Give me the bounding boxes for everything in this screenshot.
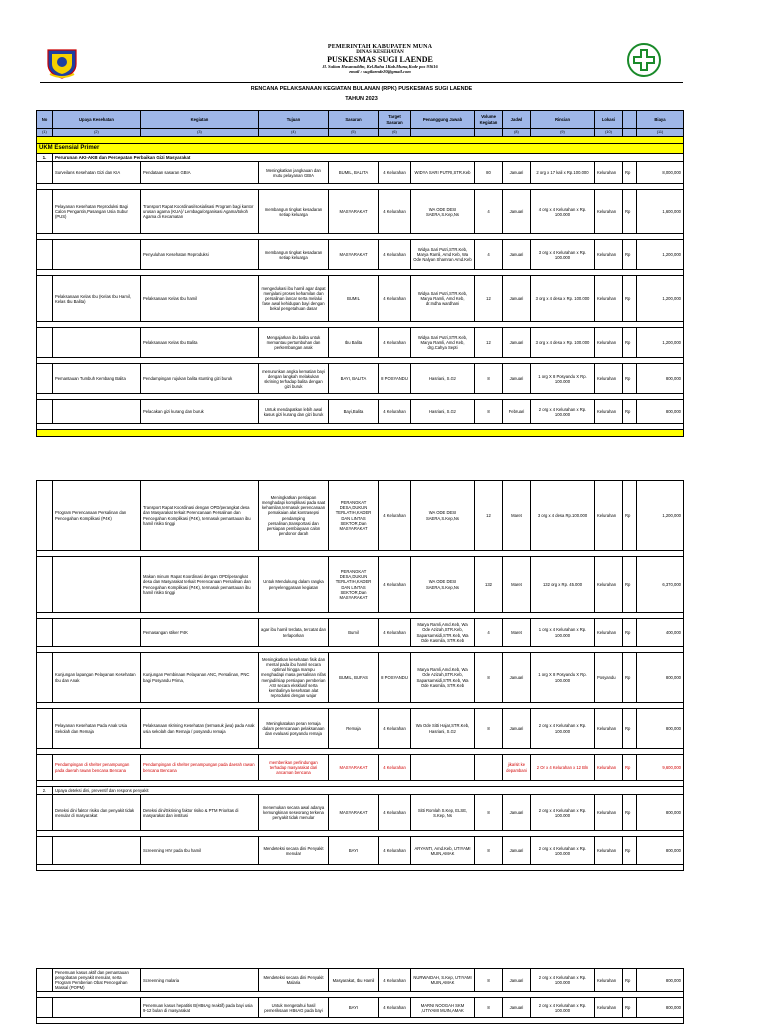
sasaran-cell: MASYARAKAT (329, 190, 379, 234)
lokasi-cell: Kelurahan (595, 481, 623, 551)
volume-cell: 132 (475, 557, 503, 613)
rincian-cell: 3 org x 4 desa x Rp. 100.000 (531, 328, 595, 358)
rincian-cell: 2 org x 4 Kelurahan x Rp. 100.000 (531, 837, 595, 865)
tujuan-cell: Mendeteksi secara dini Penyakit Malaria (259, 969, 329, 992)
currency-cell: Rp (623, 557, 637, 613)
row-number-cell (37, 276, 53, 322)
lokasi-cell: Kelurahan (595, 837, 623, 865)
column-number (475, 129, 503, 137)
jadwal-cell: Januari (503, 276, 531, 322)
column-header: Volume Kegiatan (475, 111, 503, 129)
kegiatan-cell: Screenning HIV pada Ibu hamil (141, 837, 259, 865)
kegiatan-cell: Pendampingan rujukan balita stunting gizi buruk (141, 364, 259, 394)
tujuan-cell: menemukan secara awal adanya kemungkinan seseorang terkena penyakit tidak menular (259, 795, 329, 831)
lokasi-cell: Kelurahan (595, 619, 623, 647)
jadwal-cell: Januari (503, 240, 531, 270)
kegiatan-cell: Penyuluhan Kesehatan Reproduksi (141, 240, 259, 270)
column-number: (4) (259, 129, 329, 137)
kegiatan-cell: Screenning malaria (141, 969, 259, 992)
column-header: Lokasi (595, 111, 623, 129)
jadwal-cell: Maret (503, 481, 531, 551)
column-header: Upaya Kesehatan (53, 111, 141, 129)
volume-cell: 8 (475, 969, 503, 992)
upaya-kesehatan-cell: Deteksi dini faktor risiko dan penyakit tidak menular di masyarakat (53, 795, 141, 831)
target-cell: 4 Kelurahan (379, 162, 411, 184)
kegiatan-cell: Transport Rapat Koordinasi/sosialisasi Program bagi kantor urusan agama (KUA)/ Lembaga/organisasi Agama/tokoh Agama di Kecamatan (141, 190, 259, 234)
upaya-kesehatan-cell: Pelayanan Kesehatan Pada Anak Usia Sekolah dan Remaja (53, 709, 141, 749)
sasaran-cell: BAYI, BALITA (329, 364, 379, 394)
penanggung-jawab-cell: Widya Sari Putri,STR.Keb, Marya Ramli, Amd Keb, dr.Indha wardhani (411, 276, 475, 322)
volume-cell (475, 755, 503, 781)
table-row-spacer (37, 136, 684, 143)
rincian-cell: 1 org X 8 Posyandu X Rp. 100.000 (531, 364, 595, 394)
row-number-cell (37, 709, 53, 749)
rincian-cell: 2 org x 4 Kelurahan x Rp. 100.000 (531, 998, 595, 1018)
currency-cell: Rp (623, 190, 637, 234)
biaya-cell: 6,370,000 (637, 557, 684, 613)
row-number-cell (37, 240, 53, 270)
letterhead-puskesmas: PUSKESMAS SUGI LAENDE (327, 55, 433, 64)
jadwal-cell: Januari (503, 162, 531, 184)
upaya-kesehatan-cell (53, 400, 141, 424)
currency-cell: Rp (623, 998, 637, 1018)
kegiatan-cell: Pendampingan di shelter penampungan pada daerah rawan bencana Bencana (141, 755, 259, 781)
column-header: Rincian (531, 111, 595, 129)
lokasi-cell: Kelurahan (595, 755, 623, 781)
table-header-row (37, 111, 684, 129)
subsection-title: Upaya deteksi dini, preventif dan respons penyakit (53, 787, 684, 795)
upaya-kesehatan-cell: Pelaksanaan Kelas Ibu (Kelas Ibu Hamil, Kelas Ibu Balita) (53, 276, 141, 322)
volume-cell: 8 (475, 709, 503, 749)
jadwal-cell: Januari (503, 969, 531, 992)
kegiatan-cell: Pemasangan stiker P4K (141, 619, 259, 647)
lokasi-cell: Kelurahan (595, 400, 623, 424)
column-number: (5) (329, 129, 379, 137)
lokasi-cell: Kelurahan (595, 969, 623, 992)
lokasi-cell: Kelurahan (595, 240, 623, 270)
biaya-cell: 800,000 (637, 998, 684, 1018)
column-header: Sasaran (329, 111, 379, 129)
currency-cell: Rp (623, 969, 637, 992)
biaya-cell: 1,200,000 (637, 240, 684, 270)
penanggung-jawab-cell: Sitti Romlah S.Kep, ELSE, S.Kep, Ns (411, 795, 475, 831)
row-number-cell (37, 364, 53, 394)
table-row (37, 998, 684, 1018)
tujuan-cell: Untuk mendapatkan lebih awal kasus gizi kurang dan gizi buruk (259, 400, 329, 424)
jadwal-cell: jika/sit ke depambani (503, 755, 531, 781)
column-header: No (37, 111, 53, 129)
tujuan-cell: Meningkatkan persiapan menghadapi komplikasi pada saat kehamilan,termasuk perencanaan pemakaian alat kontrasepsi pendamping persalinan,transportasi dan persiapan pembiayaan calon pendonor darah (259, 481, 329, 551)
target-cell: 4 Kelurahan (379, 276, 411, 322)
tujuan-cell: Mendeteksi secara dini Penyakit menular (259, 837, 329, 865)
upaya-kesehatan-cell: Pemantauan Tumbuh Kembang Balita (53, 364, 141, 394)
lokasi-cell: Kelurahan (595, 709, 623, 749)
sasaran-cell: Ibu Balita (329, 328, 379, 358)
biaya-cell: 1,200,000 (637, 328, 684, 358)
column-number (623, 129, 637, 137)
rincian-cell: 1 org x 4 Kelurahan x Rp. 100.000 (531, 619, 595, 647)
sasaran-cell: BUMIL, BUFAS (329, 653, 379, 703)
rincian-cell: 2 org x 4 Kelurahan x Rp. 100.000 (531, 795, 595, 831)
lokasi-cell: Kelurahan (595, 557, 623, 613)
tujuan-cell: Meningkatkan jangkauan dan mutu pelayanan GBIA (259, 162, 329, 184)
lokasi-cell: Kelurahan (595, 364, 623, 394)
lokasi-cell: Posyandu (595, 653, 623, 703)
kabupaten-muna-logo-icon (44, 44, 80, 80)
currency-cell: Rp (623, 653, 637, 703)
table-row (37, 837, 684, 865)
section-heading-row (37, 143, 684, 153)
column-header: Biaya (637, 111, 684, 129)
currency-cell: Rp (623, 276, 637, 322)
biaya-cell: 800,000 (637, 969, 684, 992)
volume-cell: 12 (475, 328, 503, 358)
table-row (37, 162, 684, 184)
kegiatan-cell: Deteksi dini/Skrining faktor risiko & PTM Prioritas di masyarakat dan institusi (141, 795, 259, 831)
tujuan-cell: agar ibu hamil terdata, tercatat dan terlaporkan (259, 619, 329, 647)
jadwal-cell: Januari (503, 795, 531, 831)
column-header: Jadwl (503, 111, 531, 129)
biaya-cell: 800,000 (637, 364, 684, 394)
currency-cell: Rp (623, 619, 637, 647)
volume-cell: 80 (475, 162, 503, 184)
rincian-cell: 3 org x 4 Kelurahan x Rp. 100.000 (531, 240, 595, 270)
table-row (37, 364, 684, 394)
upaya-kesehatan-cell (53, 837, 141, 865)
upaya-kesehatan-cell: Surveilans Kesehatan Gizi dan KIA (53, 162, 141, 184)
column-number: (3) (141, 129, 259, 137)
target-cell: 8 POSYANDU (379, 364, 411, 394)
sasaran-cell: MASYARAKAT (329, 240, 379, 270)
upaya-kesehatan-cell (53, 998, 141, 1018)
biaya-cell: 9,600,000 (637, 755, 684, 781)
table-row (37, 276, 684, 322)
target-cell: 4 Kelurahan (379, 190, 411, 234)
column-header: Tujuan (259, 111, 329, 129)
rpk-table-part1 (36, 110, 684, 437)
penanggung-jawab-cell: Widya Sari Putri,STR.Keb, Marya Ramli, Amd Keb, Wa Ode Nalyan Shamran Amd.Keb (411, 240, 475, 270)
letterhead-department: DINAS KESEHATAN (356, 50, 404, 55)
row-number-cell (37, 557, 53, 613)
currency-cell: Rp (623, 837, 637, 865)
column-header: Target Sasaran (379, 111, 411, 129)
sasaran-cell: MASYARAKAT (329, 795, 379, 831)
table-row (37, 653, 684, 703)
column-header (623, 111, 637, 129)
lokasi-cell: Kelurahan (595, 190, 623, 234)
currency-cell: Rp (623, 162, 637, 184)
lokasi-cell: Kelurahan (595, 328, 623, 358)
row-number-cell (37, 190, 53, 234)
penanggung-jawab-cell: ARYANTI, Amd.Keb, UTIYAMI MUIN,AMAK (411, 837, 475, 865)
tujuan-cell: Mengajarkan ibu balita untuk memantau pertumbuhan dan perkembangan anak (259, 328, 329, 358)
table-row (37, 557, 684, 613)
lokasi-cell: Kelurahan (595, 998, 623, 1018)
biaya-cell: 8,000,000 (637, 162, 684, 184)
table-row (37, 755, 684, 781)
row-number-cell (37, 795, 53, 831)
letterhead-email: email : sugilaende20@gmail.com (349, 69, 411, 74)
upaya-kesehatan-cell: Pendampingan di shelter penampungan pada daerah rawan bencana Bencana (53, 755, 141, 781)
column-number: (10) (595, 129, 623, 137)
table-row (37, 619, 684, 647)
upaya-kesehatan-cell: Kunjungan lapangan Pelayanan Kesehatan Ibu dan Anak (53, 653, 141, 703)
sasaran-cell: Bumil (329, 619, 379, 647)
rincian-cell: 2 Or x 4 Kelurahan x 12 Bln (531, 755, 595, 781)
penanggung-jawab-cell: MARNI NOOGAH SKM ,UTIYAMI MUIN,AMAK (411, 998, 475, 1018)
penanggung-jawab-cell: Widya Sari Putri,STR.Keb, Marya Ramli, Amd Keb, drg.Cahya Septi (411, 328, 475, 358)
table-row (37, 240, 684, 270)
column-header: Kegiatan (141, 111, 259, 129)
target-cell: 4 Kelurahan (379, 998, 411, 1018)
rincian-cell: 1 org X 8 Posyandu X Rp. 100.000 (531, 653, 595, 703)
row-number-cell (37, 998, 53, 1018)
row-number-cell (37, 400, 53, 424)
rincian-cell: 2 org x 17 kali x Rp.100.000 (531, 162, 595, 184)
target-cell: 4 Kelurahan (379, 969, 411, 992)
penanggung-jawab-cell: WIDYA SARI PUTRI,STR.Keb (411, 162, 475, 184)
subsection-title: Perurunan AKI-AKB dan Percepatan Perbaikan Gizi Masyarakat (53, 153, 684, 161)
biaya-cell: 400,000 (637, 619, 684, 647)
kegiatan-cell: Pelacakan gizi kurang dan buruk (141, 400, 259, 424)
currency-cell: Rp (623, 795, 637, 831)
sasaran-cell: Masyarakat, Ibu Hamil (329, 969, 379, 992)
kegiatan-cell: Transport Rapat Koordinasi dengan OPD/perangkat desa dan Masyarakat terkait Perencanaan Persalinan dan Pencegahan Komplikasi (P4K), termasuk pemantauan ibu hamil risiko tinggi (141, 481, 259, 551)
table-row (37, 709, 684, 749)
sasaran-cell: BAYI (329, 998, 379, 1018)
tujuan-cell: mengedukasi ibu hamil agar dapat menjalani proses kehamilan dan persalinan lancar serta melalui fase awal kehidupan bayi dengan bekal pengetahuan dasar (259, 276, 329, 322)
kegiatan-cell: Makan minum Rapat Koordinasi dengan OPD/perangkat desa dan Masyarakat terkait Perencanaan Persalinan dan Pencegahan Komplikasi (P4K), termasuk pemantauan ibu hamil risiko tinggi (141, 557, 259, 613)
table-row-spacer (37, 865, 684, 871)
currency-cell: Rp (623, 240, 637, 270)
document-title: RENCANA PELAKSANAAN KEGIATAN BULANAN (RPK) PUSKESMAS SUGI LAENDE (250, 86, 473, 92)
row-number-cell (37, 162, 53, 184)
target-cell: 4 Kelurahan (379, 328, 411, 358)
upaya-kesehatan-cell: Penemuan kasus aktif dan pemantauan pengobatan penyakit menular, serta Program Pemberian Obat Pencegahan Massal (POPM) (53, 969, 141, 992)
tujuan-cell: membangun tingkat kesadaran setiap keluarga (259, 190, 329, 234)
rpk-table-part2 (36, 480, 684, 871)
rincian-cell: 2 org x 4 Kelurahan x Rp. 100.000 (531, 969, 595, 992)
letterhead-government: PEMERINTAH KABUPATEN MUNA (327, 44, 433, 50)
lokasi-cell: Kelurahan (595, 795, 623, 831)
biaya-cell: 800,000 (637, 400, 684, 424)
column-number: (8) (503, 129, 531, 137)
volume-cell: 4 (475, 190, 503, 234)
jadwal-cell: Januari (503, 190, 531, 234)
tujuan-cell: menurunkan angka kematian bayi dengan langkah melakukan skrining terhadap balita dengan gizi buruk (259, 364, 329, 394)
penanggung-jawab-cell: Hasriani, S.Gz (411, 400, 475, 424)
biaya-cell: 800,000 (637, 653, 684, 703)
sasaran-cell: Bayi,Balita (329, 400, 379, 424)
tujuan-cell: Meningkatakan peran remaja dalam perencanaan pelaksanaan dan evaluasi posyandu remaja (259, 709, 329, 749)
penanggung-jawab-cell: Marya Ramli,Amd.Keb, Wa Ode Azizah,STR.Keb, Saparsamsidi,STR.Keb, Wa Ode Kasmila, STR.Keb (411, 619, 475, 647)
row-number-cell (37, 837, 53, 865)
subsection-row (37, 787, 684, 795)
table-row (37, 481, 684, 551)
target-cell: 8 POSYANDU (379, 653, 411, 703)
jadwal-cell: Januari (503, 328, 531, 358)
target-cell: 4 Kelurahan (379, 619, 411, 647)
spacer-cell (37, 430, 684, 437)
currency-cell: Rp (623, 364, 637, 394)
upaya-kesehatan-cell (53, 328, 141, 358)
column-number (411, 129, 475, 137)
row-number-cell (37, 619, 53, 647)
volume-cell: 8 (475, 837, 503, 865)
target-cell: 4 Kelurahan (379, 240, 411, 270)
sasaran-cell: BUMIL (329, 276, 379, 322)
subsection-number: 2. (37, 787, 53, 795)
rincian-cell: 3 org x 4 desa Rp.100.000 (531, 481, 595, 551)
volume-cell: 4 (475, 240, 503, 270)
penanggung-jawab-cell (411, 755, 475, 781)
penanggung-jawab-cell: NURWAIDAH, S.Kep, UTIYAMI MUIN,AMAK (411, 969, 475, 992)
volume-cell: 8 (475, 364, 503, 394)
column-number: (1) (37, 129, 53, 137)
jadwal-cell: Februari (503, 400, 531, 424)
jadwal-cell: Januari (503, 709, 531, 749)
column-number: (6) (379, 129, 411, 137)
spacer-cell (37, 1018, 684, 1024)
target-cell: 4 Kelurahan (379, 837, 411, 865)
kegiatan-cell: Pelaksanaan Kelas Ibu Balita (141, 328, 259, 358)
volume-cell: 8 (475, 998, 503, 1018)
tujuan-cell: Meningkatkan kesehatan fisik dan mental pada ibu hamil secara optimal hingga mampu menghadapi masa persalinan nifas menjadi/siap persiapan pemberian ASI secara eksklusif serta kembalinya kesehatan alat reproduksi dengan wajar (259, 653, 329, 703)
row-number-cell (37, 755, 53, 781)
upaya-kesehatan-cell (53, 240, 141, 270)
rpk-table-part3 (36, 968, 684, 1024)
kegiatan-cell: Pendataan sasaran GBIA (141, 162, 259, 184)
target-cell: 4 Kelurahan (379, 400, 411, 424)
lokasi-cell: Kelurahan (595, 162, 623, 184)
kegiatan-cell: Kunjungan Pembinaan Pelayanan ANC, Persalinan, PNC bagi Posyandu Prima, (141, 653, 259, 703)
letterhead-address: Jl. Sultan Hasanuddin, Kel.Raha 1Kab.Muna,Kode pos 93616 (322, 64, 438, 69)
penanggung-jawab-cell: Hasriani, S.Gz (411, 364, 475, 394)
upaya-kesehatan-cell: Program Perencanaan Persalinan dan Pencegahan Komplikasi (P4K) (53, 481, 141, 551)
sasaran-cell: BUMIL, BALITA (329, 162, 379, 184)
table-row-spacer (37, 430, 684, 437)
penanggung-jawab-cell: WA ODE DESI SAERA,S.Kep,Ns (411, 190, 475, 234)
sasaran-cell: PERANGKAT DESA,DUKUN TERLATIH,KADER DAN LINTAS SEKTOR,Dan MASYARAKAT (329, 481, 379, 551)
table-row (37, 400, 684, 424)
target-cell: 4 Kelurahan (379, 755, 411, 781)
volume-cell: 8 (475, 795, 503, 831)
document-year: TAHUN 2023 (345, 96, 378, 102)
target-cell: 4 Kelurahan (379, 481, 411, 551)
sasaran-cell: Remaja (329, 709, 379, 749)
target-cell: 4 Kelurahan (379, 795, 411, 831)
row-number-cell (37, 969, 53, 992)
rincian-cell: 2 org x 4 Kelurahan x Rp. 100.000 (531, 709, 595, 749)
row-number-cell (37, 653, 53, 703)
letterhead (200, 44, 560, 74)
tujuan-cell: Untuk Mendukung dalam rangka penyelenggaraan kegiatan (259, 557, 329, 613)
jadwal-cell: Januari (503, 364, 531, 394)
currency-cell: Rp (623, 755, 637, 781)
rincian-cell: 2 org x 4 Kelurahan x Rp. 100.000 (531, 400, 595, 424)
rincian-cell: 132 org x Rp. 45.000 (531, 557, 595, 613)
column-number: (9) (531, 129, 595, 137)
penanggung-jawab-cell: WA ODE DESI SAERA,S.Kep,Ns (411, 481, 475, 551)
biaya-cell: 800,000 (637, 709, 684, 749)
kegiatan-cell: Pelaksanaan skrining Kesehatan (termasuk jiwa) pada Anak usia sekolah dan Remaja / posyandu remaja (141, 709, 259, 749)
sasaran-cell: BAYI (329, 837, 379, 865)
volume-cell: 12 (475, 276, 503, 322)
tujuan-cell: membangun tingkat kesadaran setiap keluarga (259, 240, 329, 270)
biaya-cell: 1,200,000 (637, 481, 684, 551)
table-row (37, 190, 684, 234)
biaya-cell: 1,600,000 (637, 190, 684, 234)
sasaran-cell: PERANGKAT DESA,DUKUN TERLATIH,KADER DAN LINTAS SEKTOR,Dan MASYARAKAT (329, 557, 379, 613)
upaya-kesehatan-cell (53, 557, 141, 613)
row-number-cell (37, 481, 53, 551)
rincian-cell: 4 org x 4 Kelurahan x Rp. 100.000 (531, 190, 595, 234)
table-row (37, 328, 684, 358)
rincian-cell: 3 org x 4 desa x Rp. 100.000 (531, 276, 595, 322)
volume-cell: 8 (475, 653, 503, 703)
currency-cell: Rp (623, 709, 637, 749)
jadwal-cell: Maret (503, 557, 531, 613)
row-number-cell (37, 328, 53, 358)
spacer-cell (37, 865, 684, 871)
sasaran-cell: MASYARAKAT (329, 755, 379, 781)
upaya-kesehatan-cell: Pelayanan Kesehatan Reproduksi Bagi Calon Pengantin,Pasangan Usia Subur (PUS) (53, 190, 141, 234)
tujuan-cell: Untuk mengetahui hasil pemeriksaan HBsAG pada bayi (259, 998, 329, 1018)
column-number: (2) (53, 129, 141, 137)
volume-cell: 4 (475, 619, 503, 647)
lokasi-cell: Kelurahan (595, 276, 623, 322)
table-row-spacer (37, 1018, 684, 1024)
subsection-row (37, 153, 684, 161)
jadwal-cell: Maret (503, 619, 531, 647)
column-number: (11) (637, 129, 684, 137)
jadwal-cell: Januari (503, 998, 531, 1018)
upaya-kesehatan-cell (53, 619, 141, 647)
biaya-cell: 800,000 (637, 837, 684, 865)
kegiatan-cell: Penemuan kasus hepatitis B(HBsAg reaktif) pada bayi usia 9-12 bulan di masyarakat (141, 998, 259, 1018)
volume-cell: 12 (475, 481, 503, 551)
biaya-cell: 1,200,000 (637, 276, 684, 322)
target-cell: 4 Kelurahan (379, 709, 411, 749)
jadwal-cell: Januari (503, 837, 531, 865)
section-title: UKM Esensial Primer (37, 143, 684, 153)
currency-cell: Rp (623, 481, 637, 551)
jadwal-cell: Januari (503, 653, 531, 703)
kegiatan-cell: Pelaksanaan Kelas Ibu hamil (141, 276, 259, 322)
column-header: Penanggung Jawab (411, 111, 475, 129)
puskesmas-logo-icon (626, 42, 662, 78)
subsection-number: 1. (37, 153, 53, 161)
currency-cell: Rp (623, 400, 637, 424)
currency-cell: Rp (623, 328, 637, 358)
penanggung-jawab-cell: WA ODE DESI SAERA,S.Kep,Ns (411, 557, 475, 613)
biaya-cell: 800,000 (637, 795, 684, 831)
table-row (37, 795, 684, 831)
tujuan-cell: memberikan perlindungan terhadap masyarakat dari ancaman bencana (259, 755, 329, 781)
penanggung-jawab-cell: Marya Ramli,Amd.Keb, Wa Ode Azizah,STR.Keb, Saparsamsidi,STR.Keb, Wa Ode Kasmila, STR.Keb (411, 653, 475, 703)
target-cell: 4 Kelurahan (379, 557, 411, 613)
table-column-number-row (37, 129, 684, 137)
table-row (37, 969, 684, 992)
volume-cell: 8 (475, 400, 503, 424)
penanggung-jawab-cell: Wa Ode Sitti Hajar,STR.Keb, Hasriani, S.Gz (411, 709, 475, 749)
letterhead-divider (40, 82, 683, 83)
